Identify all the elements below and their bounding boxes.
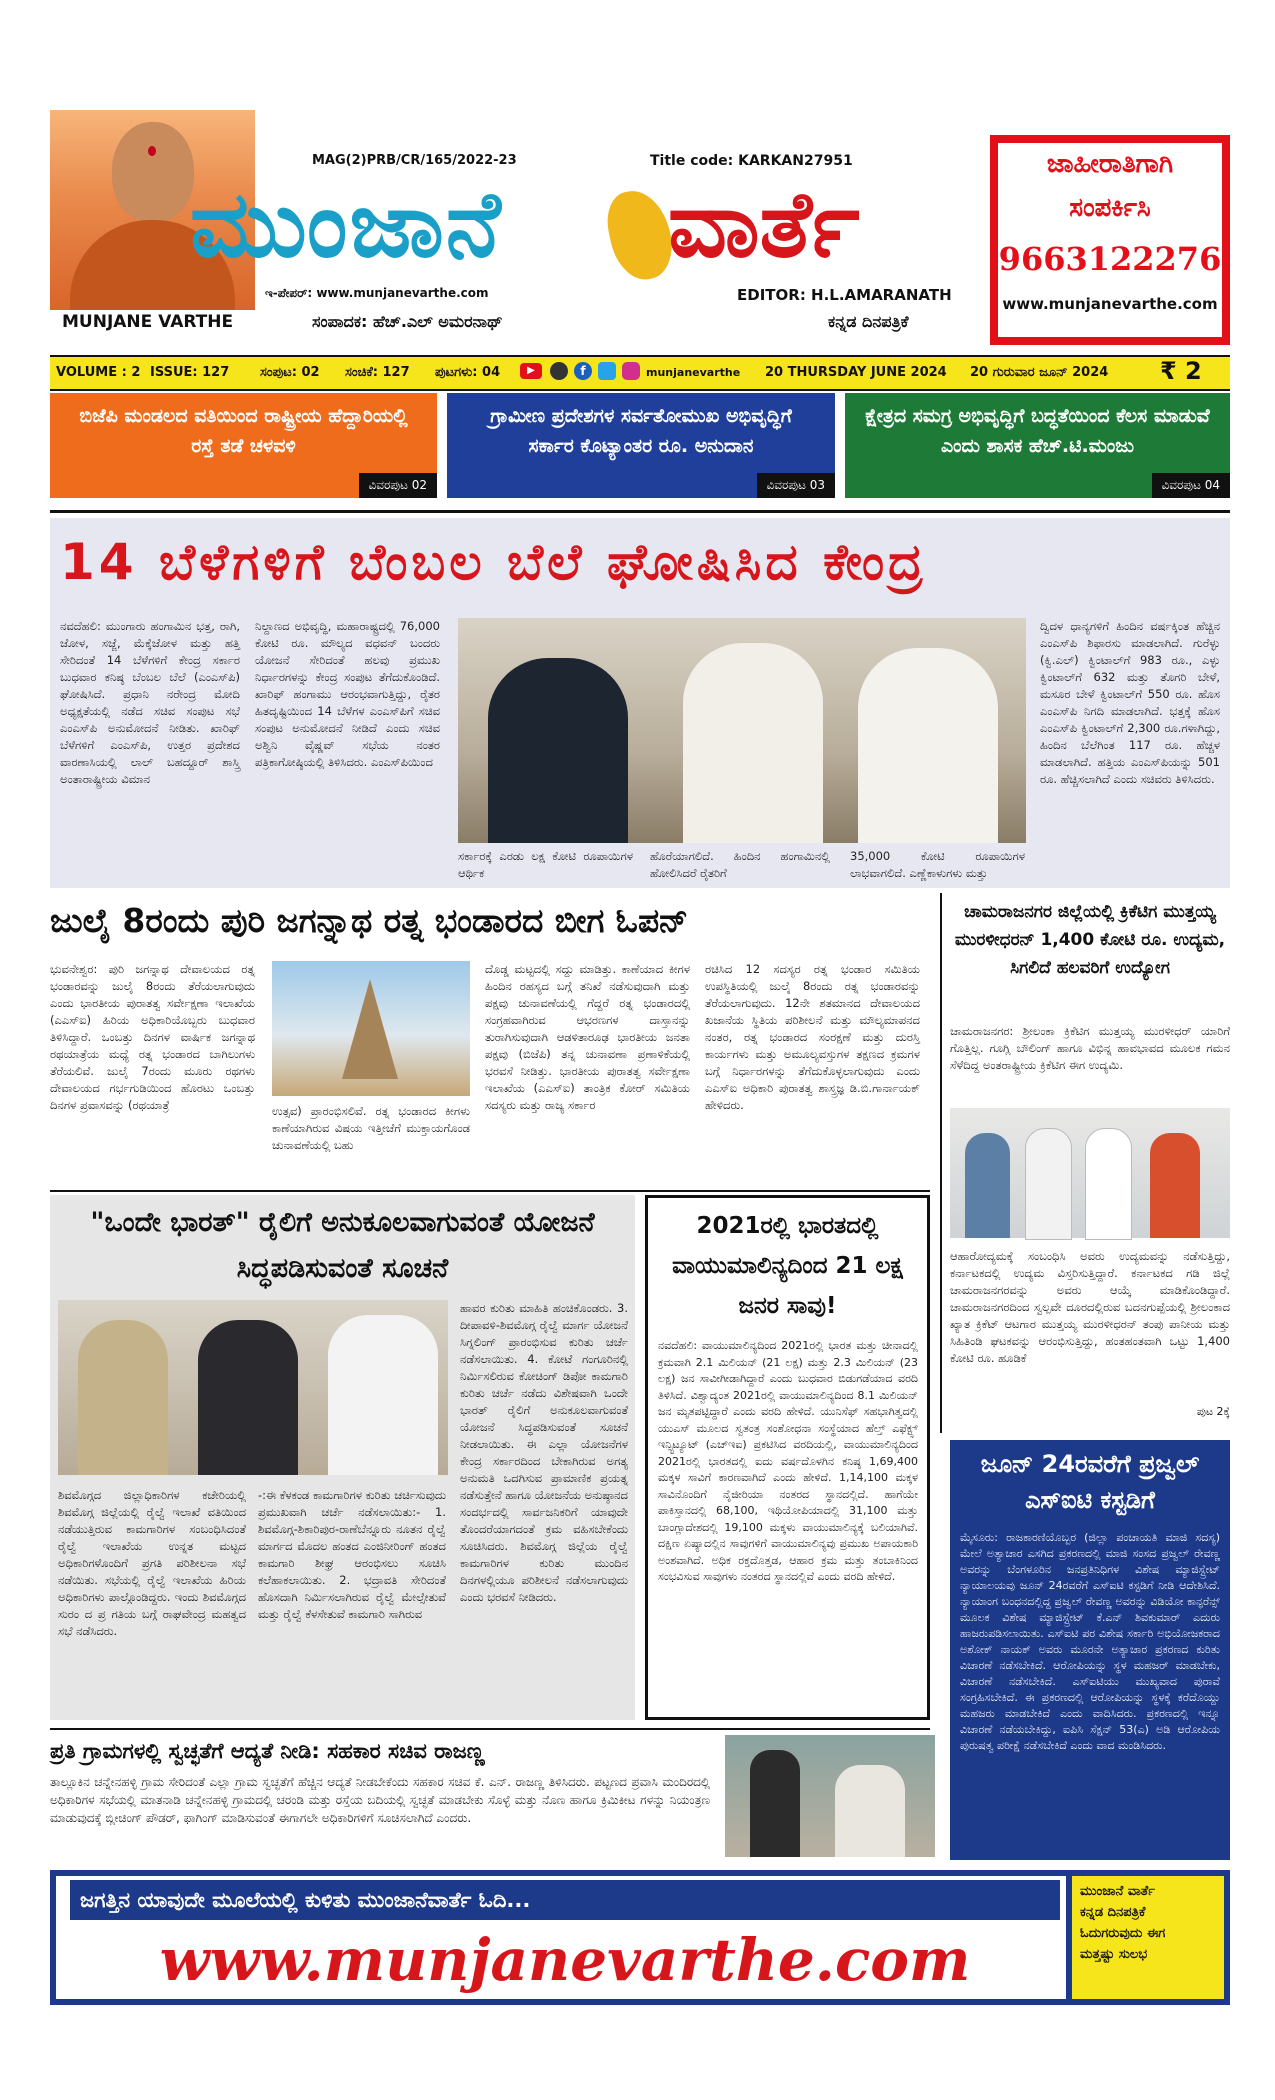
bharat-headline: "ಒಂದೇ ಭಾರತ್" ರೈಲಿಗೆ ಅನುಕೂಲವಾಗುವಂತೆ ಯೋಜನೆ ಸಿದ್ಧಪಡಿಸುವಂತೆ ಸೂಚನೆ [90,1207,595,1284]
lead-col-2: ನಿಲ್ದಾಣದ ಅಭಿವೃದ್ಧಿ, ಮಹಾರಾಷ್ಟ್ರದಲ್ಲಿ 76,000 ಕೋಟಿ ರೂ. ಮೌಲ್ಯದ ವಧವನ್ ಬಂದರು ಯೋಜನೆ ಸೇರಿದಂತೆ ಹಲವು ಪ್ರಮುಖ ನಿರ್ಧಾರಗಳನ್ನು ಕೇಂದ್ರ ಸಂಪುಟ ತೆಗೆದುಕೊಂಡಿದೆ. ಖಾರಿಫ್ ಹಂಗಾಮು ಆರಂಭವಾಗುತ್ತಿದ್ದು, ರೈತರ ಹಿತದೃಷ್ಟಿಯಿಂದ 14 ಬೆಳೆಗಳ ಎಂಎಸ್‌ಪಿಗೆ ಸಚಿವ ಸಂಪುಟ ಅನುಮೋದನೆ ನೀಡಿದೆ ಎಂದು ಸಚಿವ ಅಶ್ವಿನಿ ವೈಷ್ಣವ್ ಸಭೆಯ ನಂತರ ಪತ್ರಿಕಾಗೋಷ್ಠಿಯಲ್ಲಿ ತಿಳಿಸಿದರು. ಎಂಎಸ್‌ಪಿಯಿಂದ [255,619,440,769]
lead-story [50,518,1230,888]
pollution-story [645,1195,930,1720]
puri-col-3: ದೊಡ್ಡ ಮಟ್ಟದಲ್ಲಿ ಸದ್ದು ಮಾಡಿತ್ತು. ಕಾಣೆಯಾದ ಕೀಗಳ ಹಿಂದಿನ ರಹಸ್ಯದ ಬಗ್ಗೆ ತನಿಖೆ ನಡೆಸುವುದಾಗಿ ಮತ್ತು ಪಕ್ಷವು ಚುನಾವಣೆಯಲ್ಲಿ ಗೆದ್ದರೆ ರತ್ನ ಭಂಡಾರದಲ್ಲಿ ಸಂಗ್ರಹವಾಗಿರುವ ಆಭರಣಗಳ ದಾಸ್ತಾನನ್ನು ತುರಾಗಿಸುವುದಾಗಿ ಆಡಳಿತಾರೂಢ ಭಾರತೀಯ ಜನತಾ ಪಕ್ಷವು (ಬಿಜೆಪಿ) ತನ್ನ ಚುನಾವಣಾ ಪ್ರಣಾಳಿಕೆಯಲ್ಲಿ ಭರವಸೆ ನೀಡಿತ್ತು. ಭಾರತೀಯ ಪುರಾತತ್ವ ಸರ್ವೇಕ್ಷಣಾ ಇಲಾಖೆಯ (ಎಎಸ್‌ಐ) ತಾಂತ್ರಿಕ ಕೋರ್ ಸಮಿತಿಯ ಸದಸ್ಯರು ಮತ್ತು ರಾಜ್ಯ ಸರ್ಕಾರ [485,962,690,1112]
title-code: Title code: KARKAN27951 [650,153,853,169]
footer-side-2: ಕನ್ನಡ ದಿನಪತ್ರಿಕೆ [1080,1905,1146,1920]
divider [50,1728,930,1730]
youtube-icon[interactable]: ▶ [520,363,542,379]
daily-label: ಕನ್ನಡ ದಿನಪತ್ರಿಕೆ [828,312,909,331]
puri-col-1: ಭುವನೇಶ್ವರ: ಪುರಿ ಜಗನ್ನಾಥ ದೇವಾಲಯದ ರತ್ನ ಭಂಡಾರವನ್ನು ಜುಲೈ 8ರಂದು ತೆರೆಯಲಾಗುವುದು ಎಂದು ಭಾರತೀಯ ಪುರಾತತ್ವ ಸರ್ವೇಕ್ಷಣಾ ಇಲಾಖೆಯ (ಎಎಸ್‌ಐ) ಹಿರಿಯ ಅಧಿಕಾರಿಯೊಬ್ಬರು ಬುಧವಾರ ತಿಳಿಸಿದ್ದಾರೆ. ಒಂಬತ್ತು ದಿನಗಳ ವಾರ್ಷಿಕ ಜಗನ್ನಾಥ ರಥಯಾತ್ರೆಯ ಮಧ್ಯೆ ರತ್ನ ಭಂಡಾರದ ಬಾಗಿಲುಗಳು ತೆರೆಯಲಿವೆ. ಜುಲೈ 7ರಂದು ಮೂರು ರಥಗಳು ದೇವಾಲಯದ ಗರ್ಭಗುಡಿಯಿಂದ ಹೊರಟು ಒಂಬತ್ತು ದಿನಗಳ ಪ್ರವಾಸವನ್ನು (ರಥಯಾತ್ರೆ [50,962,255,1112]
lead-col-3: ಸರ್ಕಾರಕ್ಕೆ ಎರಡು ಲಕ್ಷ ಕೋಟಿ ರೂಪಾಯಿಗಳ ಆರ್ಥಿಕ [458,849,633,880]
village-story [50,1735,940,1860]
puri-photo [272,961,470,1096]
advertisement-box [990,135,1230,345]
cricket-headline: ಚಾಮರಾಜನಗರ ಜಿಲ್ಲೆಯಲ್ಲಿ ಕ್ರಿಕೆಟಿಗ ಮುತ್ತಯ್ಯ ಮುರಳೀಧರನ್ 1,400 ಕೋಟಿ ರೂ. ಉದ್ಯಮ, ಸಿಗಲಿದೆ ಹಲವರಿಗೆ ಉದ್ಯೋಗ [954,902,1226,978]
bharat-col-right: ಹಾವರ ಕುರಿತು ಮಾಹಿತಿ ಹಂಚಿಕೊಂಡರು. 3. ದೀಪಾವಳಿ-ಶಿವಮೊಗ್ಗ ರೈಲ್ವೆ ಮಾರ್ಗ ಯೋಜನೆ ಸಿಗ್ನಲಿಂಗ್ ಪ್ರಾರಂಭಿಸುವ ಕುರಿತು ಚರ್ಚೆ ನಡೆಸಲಾಯಿತು. 4. ಕೋಟೆ ಗಂಗೂರಿನಲ್ಲಿ ನಿರ್ಮಿಸಲಿರುವ ಕೋಚಿಂಗ್ ಡಿಪೋ ಕಾಮಗಾರಿ ಕುರಿತು ಚರ್ಚೆ ನಡೆದು ವಿಶೇಷವಾಗಿ ಒಂದೇ ಭಾರತ್ ರೈಲಿಗೆ ಅನುಕೂಲವಾಗುವಂತೆ ಯೋಜನೆ ಸಿದ್ಧಪಡಿಸುವಂತೆ ಸೂಚನೆ ನೀಡಲಾಯಿತು. ಈ ಎಲ್ಲಾ ಯೋಜನೆಗಳ ಕೇಂದ್ರ ಸರ್ಕಾರದಿಂದ ಬೇಕಾಗಿರುವ ಅಗತ್ಯ ಅನುಮತಿ ಒದಗಿಸುವ ಪ್ರಾಮಾಣಿಕ ಪ್ರಯತ್ನ ನಡೆಸುತ್ತೇನೆ ಹಾಗೂ ಯೋಜನೆಯ ಅನುಷ್ಠಾನದ ಸಂದರ್ಭದಲ್ಲಿ ಸಾರ್ವಜನಿಕರಿಗೆ ಯಾವುದೇ ತೊಂದರೆಯಾಗದಂತೆ ಕ್ರಮ ವಹಿಸಬೇಕೆಂದು ಸೂಚಿಸಿದರು. ಶಿವಮೊಗ್ಗ ಜಿಲ್ಲೆಯ ರೈಲ್ವೆ ಕಾಮಗಾರಿಗಳ ಕುರಿತು ಮುಂದಿನ ದಿನಗಳಲ್ಲಿಯೂ ಪರಿಶೀಲನೆ ನಡೆಸಲಾಗುವುದು ಎಂದು ಭರವಸೆ ನೀಡಿದರು. [460,1301,628,1604]
social-handle: munjanevarthe [646,366,741,379]
footer-tagline: ಜಗತ್ತಿನ ಯಾವುದೇ ಮೂಲೆಯಲ್ಲಿ ಕುಳಿತು ಮುಂಜಾನೆವಾರ್ತೆ ಓದಿ... [70,1880,1060,1920]
epaper-url: ಇ-ಪೇಪರ್: www.munjanevarthe.com [265,286,489,300]
divider [50,510,1230,513]
paper-name-english: MUNJANE VARTHE [62,312,234,332]
cricket-body-2: ಆಹಾರೋದ್ಯಮಕ್ಕೆ ಸಂಬಂಧಿಸಿ ಅವರು ಉದ್ಯಮವನ್ನು ನಡೆಸುತ್ತಿದ್ದು, ಕರ್ನಾಟಕದಲ್ಲಿ ಉದ್ಯಮ ವಿಸ್ತರಿಸುತ್ತಿದ್ದಾರೆ. ಕರ್ನಾಟಕದ ಗಡಿ ಜಿಲ್ಲೆ ಚಾಮರಾಜನಗರವನ್ನು ಅವರು ಆಯ್ಕೆ ಮಾಡಿಕೊಂಡಿದ್ದಾರೆ. ಚಾಮರಾಜನಗರದಿಂದ ಸ್ವಲ್ಪವೇ ದೂರದಲ್ಲಿರುವ ಬದನಗುಪ್ಪೆಯಲ್ಲಿ ಶ್ರೀಲಂಕಾದ ಖ್ಯಾತ ಕ್ರಿಕೆಟ್ ಆಟಗಾರ ಮುತ್ತಯ್ಯ ಮುರಳೀಧರನ್ ತಂಪು ಪಾನೀಯ ಮತ್ತು ಸಿಹಿತಿಂಡಿ ಘಟಕವನ್ನು ಆರಂಭಿಸುತ್ತಿದ್ದು, ಹಂತಹಂತವಾಗಿ ಒಟ್ಟು 1,400 ಕೋಟಿ ರೂ. ಹೂಡಿಕೆ [950,1249,1230,1365]
cricket-photo [950,1108,1230,1238]
teaser-page: ವಿವರಪುಟ 03 [757,473,835,498]
puri-col-4: ರಚಿಸಿದ 12 ಸದಸ್ಯರ ರತ್ನ ಭಂಡಾರ ಸಮಿತಿಯ ಉಪಸ್ಥಿತಿಯಲ್ಲಿ ಜುಲೈ 8ರಂದು ರತ್ನ ಭಂಡಾರವನ್ನು ತೆರೆಯಲಾಗುವುದು. 12ನೇ ಶತಮಾನದ ದೇವಾಲಯದ ಖಜಾನೆಯ ಸ್ಥಿತಿಯ ಪರಿಶೀಲನೆ ಮತ್ತು ಮೌಲ್ಯಮಾಪನದ ನಂತರ, ರತ್ನ ಭಂಡಾರದ ಸಂರಕ್ಷಣೆ ಮತ್ತು ದುರಸ್ತಿ ಕಾರ್ಯಗಳು ಮತ್ತು ಅಮೂಲ್ಯವಸ್ತುಗಳ ತಕ್ಷಣದ ಕ್ರಮಗಳ ಬಗ್ಗೆ ನಿರ್ಧಾರಗಳನ್ನು ತೆಗೆದುಕೊಳ್ಳಲಾಗುವುದು ಎಂದು ಎಎಸ್‌ಐ ಅಧಿಕಾರಿ ಪುರಾತತ್ವ ಶಾಸ್ತ್ರಜ್ಞ ಡಿ.ಬಿ.ಗಾರ್ನಾಯಕ್ ಹೇಳಿದರು. [705,962,920,1112]
ad-website: www.munjanevarthe.com [1002,295,1218,313]
registration-number: MAG(2)PRB/CR/165/2022-23 [312,153,517,168]
footer-ad[interactable] [50,1870,1230,2005]
facebook-icon[interactable]: f [574,362,592,380]
info-bar [50,355,1230,391]
sit-headline: ಜೂನ್ 24ರವರೆಗೆ ಪ್ರಜ್ವಲ್ ಎಸ್‌ಐಟಿ ಕಸ್ಟಡಿಗೆ [980,1450,1200,1514]
pollution-body: ನವದೆಹಲಿ: ವಾಯುಮಾಲಿನ್ಯದಿಂದ 2021ರಲ್ಲಿ ಭಾರತ ಮತ್ತು ಚೀನಾದಲ್ಲಿ ಕ್ರಮವಾಗಿ 2.1 ಮಿಲಿಯನ್ (21 ಲಕ್ಷ) ಮತ್ತು 2.3 ಮಿಲಿಯನ್ (23 ಲಕ್ಷ) ಜನ ಸಾವೀಗೀಡಾಗಿದ್ದಾರೆ ಎಂದು ಬುಧವಾರ ಬಿಡುಗಡೆಯಾದ ವರದಿ ತಿಳಿಸಿದೆ. ವಿಶ್ವಾದ್ಯಂತ 2021ರಲ್ಲಿ ವಾಯುಮಾಲಿನ್ಯದಿಂದ 8.1 ಮಿಲಿಯನ್ ಜನ ಮೃತಪಟ್ಟಿದ್ದಾರೆ ಎಂದು ವರದಿ ಹೇಳಿದೆ. ಯುನಿಸೆಫ್ ಸಹಭಾಗಿತ್ವದಲ್ಲಿ ಯುಎಸ್ ಮೂಲದ ಸ್ವತಂತ್ರ ಸಂಶೋಧನಾ ಸಂಸ್ಥೆಯಾದ ಹೆಲ್ತ್ ಎಫೆಕ್ಟ್ಸ್ ಇನ್ಸ್ಟಿಟ್ಯೂಟ್ (ಎಚ್‌ಇಐ) ಪ್ರಕಟಿಸಿದ ವರದಿಯಲ್ಲಿ, ವಾಯುಮಾಲಿನ್ಯದಿಂದ 2021ರಲ್ಲಿ ಭಾರತದಲ್ಲಿ ಐದು ವರ್ಷದೊಳಗಿನ ಕನಿಷ್ಠ 1,69,400 ಮಕ್ಕಳ ಸಾವಿಗೆ ಕಾರಣವಾಗಿದೆ ಎಂದು ಹೇಳಿದೆ. 1,14,100 ಮಕ್ಕಳ ಸಾವಿನೊಂದಿಗೆ ನೈಜೀರಿಯಾ ನಂತರದ ಸ್ಥಾನದಲ್ಲಿದೆ. ಹಾಗೆಯೇ ಪಾಕಿಸ್ತಾನದಲ್ಲಿ 68,100, ಇಥಿಯೋಪಿಯಾದಲ್ಲಿ 31,100 ಮತ್ತು ಬಾಂಗ್ಲಾದೇಶದಲ್ಲಿ 19,100 ಮಕ್ಕಳು ವಾಯುಮಾಲಿನ್ಯಕ್ಕೆ ಬಲಿಯಾಗಿವೆ. ದಕ್ಷಿಣ ಏಷ್ಯಾದಲ್ಲಿನ ಸಾವುಗಳಿಗೆ ವಾಯುಮಾಲಿನ್ಯವು ಪ್ರಮುಖ ಅಪಾಯಕಾರಿ ಅಂಶವಾಗಿದೆ. ಅಧಿಕ ರಕ್ತದೊತ್ತಡ, ಆಹಾರ ಕ್ರಮ ಮತ್ತು ತಂಬಾಕಿನಿಂದ ಸಂಭವಿಸುವ ಸಾವುಗಳು ನಂತರದ ಸ್ಥಾನದಲ್ಲಿವೆ ಎಂದು ವರದಿ ಹೇಳಿದೆ. [658,1339,918,1583]
footer-side-3: ಓದುಗರುವುದು ಈಗ [1080,1926,1166,1941]
title-left: ಮುಂಜಾನೆ [190,171,503,278]
sit-body: ಮೈಸೂರು: ರಾಜಕಾರಣಿಯೊಬ್ಬರ (ಜಿಲ್ಲಾ ಪಂಚಾಯತಿ ಮಾಜಿ ಸದಸ್ಯ) ಮೇಲೆ ಅತ್ಯಾಚಾರ ಎಸಗಿದ ಪ್ರಕರಣದಲ್ಲಿ ಮಾಜಿ ಸಂಸದ ಪ್ರಜ್ವಲ್ ರೇವಣ್ಣ ಅವರನ್ನು ಬೆಂಗಳೂರಿನ ಜನಪ್ರತಿನಿಧಿಗಳ ವಿಶೇಷ ಮ್ಯಾಜಿಸ್ಟ್ರೇಟ್ ನ್ಯಾಯಾಲಯವು ಜೂನ್ 24ರವರೆಗೆ ಎಸ್‌ಐಟಿ ಕಸ್ಟಡಿಗೆ ನೀಡಿ ಆದೇಶಿಸಿದೆ. ನ್ಯಾಯಾಂಗ ಬಂಧನದಲ್ಲಿದ್ದ ಪ್ರಜ್ವಲ್ ರೇವಣ್ಣ ಅವರನ್ನು ವಿಡಿಯೋ ಕಾನ್ಫರೆನ್ಸ್ ಮೂಲಕ ವಿಶೇಷ ಮ್ಯಾಜಿಸ್ಟ್ರೇಟ್ ಕೆ.ಎನ್ ಶಿವಕುಮಾರ್ ಎದುರು ಹಾಜರುಪಡಿಸಲಾಯಿತು. ಎಸ್‌ಐಟಿ ಪರ ವಿಶೇಷ ಸರ್ಕಾರಿ ಅಭಿಯೋಜಕರಾದ ಅಶೋಕ್ ನಾಯಕ್ ಅವರು ಮೂರನೇ ಅತ್ಯಾಚಾರ ಪ್ರಕರಣದ ಕುರಿತು ವಿಚಾರಣೆ ನಡೆಸಬೇಕಿದೆ. ಆರೋಪಿಯನ್ನು ಸ್ಥಳ ಮಹಜರ್ ಮಾಡಬೇಕು, ವಿಚಾರಣೆ ನಡೆಸಬೇಕಿದೆ. ಎಸ್‌ಐಟಿಯು ಮುಖ್ಯವಾದ ಪುರಾವೆ ಸಂಗ್ರಹಿಸಬೇಕಿದೆ. ಈ ಪ್ರಕರಣದಲ್ಲಿ ಆರೋಪಿಯನ್ನು ಸ್ಥಳಕ್ಕೆ ಕರೆದೊಯ್ದು ಮಹಜರು ಮಾಡಬೇಕಿದೆ ಎಂದು ವಾದಿಸಿದರು. ಪ್ರಕರಣದಲ್ಲಿ ಇನ್ನೂ ವಿಚಾರಣೆ ನಡೆಯಬೇಕಿದ್ದು, ಐಪಿಸಿ ಸೆಕ್ಷನ್ 53(ಎ) ಅಡಿ ಆರೋಪಿಯ ಪುರುಷತ್ವ ಪರೀಕ್ಷೆ ನಡೆಸಬೇಕಿದೆ ಎಂದು ವಾದ ಮಂಡಿಸಿದರು. [960,1531,1220,1752]
bharat-story [50,1195,635,1720]
footer-side-1: ಮುಂಜಾನೆ ವಾರ್ತೆ [1080,1884,1155,1899]
sanchike: ಸಂಚಿಕೆ: 127 [345,365,410,380]
ad-line-2: ಸಂಪರ್ಕಿಸಿ [1069,193,1151,223]
bharat-col-mid: -:ಈ ಕೆಳಕಂಡ ಕಾಮಗಾರಿಗಳ ಕುರಿತು ಚರ್ಚಿಸುವುದು ಪ್ರಮುಖವಾಗಿ ಚರ್ಚೆ ನಡೆಸಲಾಯಿತು:- 1. ಶಿವಮೊಗ್ಗ-ಶಿಕಾರಿಪುರ-ರಾಣೆಬೆನ್ನೂರು ನೂತನ ರೈಲ್ವೆ ಮಾರ್ಗದ ಮೊದಲ ಹಂತದ ಎಂಜಿನೀರಿಂಗ್ ಹಂತದ ಕಾಮಗಾರಿ ಶೀಘ್ರ ಆರಂಭಿಸಲು ಸೂಚಿಸಿ ಕಲೆಹಾಕಲಾಯಿತು. 2. ಭದ್ರಾವತಿ ಸೇರಿದಂತೆ ಹೊಸದಾಗಿ ನಿರ್ಮಿಸಲಾಗಿರುವ ರೈಲ್ವೆ ಮೇಲ್ಸೇತುವೆ ಮತ್ತು ರೈಲ್ವೆ ಕೆಳಸೇತುವೆ ಕಾಮಗಾರಿ ಸಾಗಿರುವ [258,1488,446,1621]
teaser-2[interactable]: ಗ್ರಾಮೀಣ ಪ್ರದೇಶಗಳ ಸರ್ವತೋಮುಖ ಅಭಿವೃದ್ಧಿಗೆ ಸರ್ಕಾರ ಕೊಟ್ಯಾಂತರ ರೂ. ಅನುದಾನ ವಿವರಪುಟ 03 [447,393,835,498]
date-english: 20 THURSDAY JUNE 2024 [765,365,947,380]
instagram-icon[interactable] [622,362,640,380]
puri-headline: ಜುಲೈ 8ರಂದು ಪುರಿ ಜಗನ್ನಾಥ ರತ್ನ ಭಂಡಾರದ ಬೀಗ ಓಪನ್ [50,901,689,940]
teaser-page: ವಿವರಪುಟ 04 [1152,473,1230,498]
bharat-col-left: ಶಿವಮೊಗ್ಗದ ಜಿಲ್ಲಾಧಿಕಾರಿಗಳ ಕಚೇರಿಯಲ್ಲಿ ಶಿವಮೊಗ್ಗ ಜಿಲ್ಲೆಯಲ್ಲಿ ರೈಲ್ವೆ ಇಲಾಖೆ ವತಿಯಿಂದ ನಡೆಯುತ್ತಿರುವ ಕಾಮಗಾರಿಗಳ ಸಂಬಂಧಿಸಿದಂತೆ ರೈಲ್ವೆ ಇಲಾಖೆಯ ಉನ್ನತ ಮಟ್ಟದ ಅಧಿಕಾರಿಗಳೊಂದಿಗೆ ಪ್ರಗತಿ ಪರಿಶೀಲನಾ ಸಭೆ ನಡೆಯಿತು. ಸಭೆಯಲ್ಲಿ ರೈಲ್ವೆ ಇಲಾಖೆಯ ಹಿರಿಯ ಅಧಿಕಾರಿಗಳು ಪಾಲ್ಗೊಂಡಿದ್ದರು. ಇಂದು ಶಿವಮೊಗ್ಗದ ಸುರಂ ದ ಪ್ರ ಗತಿಯ ಬಗ್ಗೆ ರಾಘವೇಂದ್ರ ಮಹತ್ವದ ಸಭೆ ನಡೆಸಿದರು. [58,1488,246,1638]
date-kannada: 20 ಗುರುವಾರ ಜೂನ್ 2024 [970,365,1109,380]
footer-side-4: ಮತ್ತಷ್ಟು ಸುಲಭ [1080,1947,1148,1962]
divider [50,1190,930,1192]
village-headline: ಪ್ರತಿ ಗ್ರಾಮಗಳಲ್ಲಿ ಸ್ವಚ್ಛತೆಗೆ ಆದ್ಯತೆ ನೀಡಿ: ಸಹಕಾರ ಸಚಿವ ರಾಜಣ್ಣ [50,1739,485,1763]
pollution-headline: 2021ರಲ್ಲಿ ಭಾರತದಲ್ಲಿ ವಾಯುಮಾಲಿನ್ಯದಿಂದ 21 ಲಕ್ಷ ಜನರ ಸಾವು! [672,1213,903,1319]
cricket-continued[interactable]: ಪುಟ 2ಕ್ಕೆ [1196,1405,1230,1418]
cricket-story [950,893,1230,1433]
issue: ISSUE: 127 [150,365,230,380]
vertical-divider [940,893,942,1433]
ad-phone: 9663122276 [998,240,1222,278]
puri-story [50,893,930,1188]
lead-col-4: ಹೊರೆಯಾಗಲಿದೆ. ಹಿಂದಿನ ಹಂಗಾಮಿನಲ್ಲಿ ಹೋಲಿಸಿದರೆ ರೈತರಿಗೆ [650,849,830,880]
editor-english: EDITOR: H.L.AMARANATH [737,286,952,304]
lead-col-1: ನವದೆಹಲಿ: ಮುಂಗಾರು ಹಂಗಾಮಿನ ಭತ್ತ, ರಾಗಿ, ಜೋಳ, ಸಜ್ಜೆ, ಮೆಕ್ಕೆಜೋಳ ಮತ್ತು ಹತ್ತಿ ಸೇರಿದಂತೆ 14 ಬೆಳೆಗಳಿಗೆ ಕೇಂದ್ರ ಸರ್ಕಾರ ಬುಧವಾರ ಕನಿಷ್ಠ ಬೆಂಬಲ ಬೆಲೆ (ಎಂಎಸ್‌ಪಿ) ಘೋಷಿಸಿದೆ. ಪ್ರಧಾನಿ ನರೇಂದ್ರ ಮೋದಿ ಅಧ್ಯಕ್ಷತೆಯಲ್ಲಿ ನಡೆದ ಸಚಿವ ಸಂಪುಟ ಸಭೆ ಎಂಎಸ್‌ಪಿ ಅನುಮೋದನೆ ನೀಡಿತು. ಖಾರಿಫ್ ಬೆಳೆಗಳಿಗೆ ಎಂಎಸ್‌ಪಿ, ಉತ್ತರ ಪ್ರದೇಶದ ವಾರಣಾಸಿಯಲ್ಲಿ ಲಾಲ್ ಬಹದ್ದೂರ್ ಶಾಸ್ತ್ರಿ ಅಂತಾರಾಷ್ಟ್ರೀಯ ವಿಮಾನ [60,619,240,786]
twitter-icon[interactable] [598,362,616,380]
teaser-page: ವಿವರಪುಟ 02 [359,473,437,498]
lead-photo [458,618,1026,843]
samputa: ಸಂಪುಟ: 02 [260,365,320,380]
village-body: ತಾಲ್ಲೂಕಿನ ಚನ್ನೇನಹಳ್ಳಿ ಗ್ರಾಮ ಸೇರಿದಂತೆ ಎಲ್ಲಾ ಗ್ರಾಮ ಸ್ವಚ್ಛತೆಗೆ ಹೆಚ್ಚಿನ ಆದ್ಯತೆ ನೀಡಬೇಕೆಂದು ಸಹಕಾರ ಸಚಿವ ಕೆ. ಎನ್. ರಾಜಣ್ಣ ತಿಳಿಸಿದರು. ಪಟ್ಟಣದ ಪ್ರವಾಸಿ ಮಂದಿರದಲ್ಲಿ ಅಧಿಕಾರಿಗಳ ಸಭೆಯಲ್ಲಿ ಮಾತನಾಡಿ ಚನ್ನೇನಹಳ್ಳಿ ಗ್ರಾಮದಲ್ಲಿ ಚರಂಡಿ ಮತ್ತು ರಸ್ತೆಯ ಬದಿಯಲ್ಲಿ ಸ್ವಚ್ಛತೆ ಮಾಡಬೇಕು ಸೊಳ್ಳೆ ಮತ್ತು ನೊಣ ಹಾಗೂ ಕ್ರಿಮಿಕೀಟ ಗಳನ್ನು ನಿಯಂತ್ರಣ ಮಾಡುವುದಕ್ಕೆ ಬ್ಲೀಚಿಂಗ್ ಪೌಡರ್, ಫಾಗಿಂಗ್ ಮಾಡಿಸುವಂತೆ ಈಗಾಗಲೇ ಅಧಿಕಾರಿಗಳಿಗೆ ಸೂಚಿಸಲಾಗಿದೆ ಎಂದರು. [50,1775,710,1825]
teaser-3[interactable]: ಕ್ಷೇತ್ರದ ಸಮಗ್ರ ಅಭಿವೃದ್ಧಿಗೆ ಬದ್ಧತೆಯಿಂದ ಕೆಲಸ ಮಾಡುವೆ ಎಂದು ಶಾಸಕ ಹೆಚ್.ಟಿ.ಮಂಜು ವಿವರಪುಟ 04 [845,393,1230,498]
ad-line-1: ಜಾಹೀರಾತಿಗಾಗಿ [1046,149,1174,179]
masthead [50,110,970,355]
volume: VOLUME : 2 [56,365,141,380]
teaser-1[interactable]: ಬಿಜೆಪಿ ಮಂಡಲದ ವತಿಯಿಂದ ರಾಷ್ಟ್ರೀಯ ಹೆದ್ದಾರಿಯಲ್ಲಿ ರಸ್ತೆ ತಡೆ ಚಳವಳಿ ವಿವರಪುಟ 02 [50,393,437,498]
cricket-body-1: ಚಾಮರಾಜನಗರ: ಶ್ರೀಲಂಕಾ ಕ್ರಿಕೆಟಿಗ ಮುತ್ತಯ್ಯ ಮುರಳೀಧರ್ ಯಾರಿಗೆ ಗೊತ್ತಿಲ್ಲ. ಗೂಗ್ಲಿ ಬೌಲಿಂಗ್ ಹಾಗೂ ವಿಭಿನ್ನ ಹಾವಭಾವದ ಮೂಲಕ ಗಮನ ಸೆಳೆದಿದ್ದ ಅಂತರಾಷ್ಟ್ರೀಯ ಕ್ರಿಕೆಟಿಗ ಈಗ ಉದ್ಯಮಿ. [950,1024,1230,1072]
editor-kannada: ಸಂಪಾದಕ: ಹೆಚ್.ಎಲ್ ಅಮರನಾಥ್ [312,312,503,331]
lead-headline: 14 ಬೆಳೆಗಳಿಗೆ ಬೆಂಬಲ ಬೆಲೆ ಘೋಷಿಸಿದ ಕೇಂದ್ರ [60,533,927,591]
puri-col-2: ಉತ್ಸವ) ಪ್ರಾರಂಭಿಸಲಿವೆ. ರತ್ನ ಭಂಡಾರದ ಕೀಗಳು ಕಾಣೆಯಾಗಿರುವ ವಿಷಯ ಇತ್ತೀಚೆಗೆ ಮುಕ್ತಾಯಗೊಂಡ ಚುನಾವಣೆಯಲ್ಲಿ ಬಹು [272,1104,470,1152]
bharat-photo [58,1300,448,1475]
price: ₹ 2 [1160,357,1202,385]
village-photo [725,1735,935,1857]
footer-url[interactable]: www.munjanevarthe.com [159,1926,971,1994]
lead-col-5: 35,000 ಕೋಟಿ ರೂಪಾಯಿಗಳ ಲಾಭವಾಗಲಿದೆ. ಎಣ್ಣೆಕಾಳುಗಳು ಮತ್ತು [850,849,1025,880]
lead-col-6: ದ್ವಿದಳ ಧಾನ್ಯಗಳಿಗೆ ಹಿಂದಿನ ವರ್ಷಕ್ಕಿಂತ ಹೆಚ್ಚಿನ ಎಂಎಸ್‌ಪಿ ಶಿಫಾರಸು ಮಾಡಲಾಗಿದೆ. ಗುರೆಳ್ಳು (ಕ್ವಿ.ಎಲ್) ಕ್ವಿಂಟಾಲ್‌ಗೆ 983 ರೂ., ಎಳ್ಳು ಕ್ವಿಂಟಾಲ್‌ಗೆ 632 ಮತ್ತು ತೊಗರಿ ಬೇಳೆ, ಮಸೂರ ಬೇಳೆ ಕ್ವಿಂಟಾಲ್‌ಗೆ 550 ರೂ. ಹೊಸ ಎಂಎಸ್‌ಪಿ ನಿಗದಿ ಮಾಡಲಾಗಿದೆ. ಭತ್ತಕ್ಕೆ ಹೊಸ ಎಂಎಸ್‌ಪಿ ಕ್ವಿಂಟಾಲ್‌ಗೆ 2,300 ರೂ.ಗಳಾಗಿದ್ದು, ಹಿಂದಿನ ಬೆಲೆಗಿಂತ 117 ರೂ. ಹೆಚ್ಚಳ ಮಾಡಲಾಗಿದೆ. ಹತ್ತಿಯ ಎಂಎಸ್‌ಪಿಯನ್ನು 501 ರೂ. ಹೆಚ್ಚಿಸಲಾಗಿದೆ ಎಂದು ಸಚಿವರು ತಿಳಿಸಿದರು. [1040,619,1220,786]
sit-story [950,1440,1230,1860]
web-icon[interactable] [550,362,568,380]
title-right: ವಾರ್ತೆ [668,171,860,278]
pages: ಪುಟಗಳು: 04 [435,365,501,380]
footer-side-box [1072,1876,1224,1999]
